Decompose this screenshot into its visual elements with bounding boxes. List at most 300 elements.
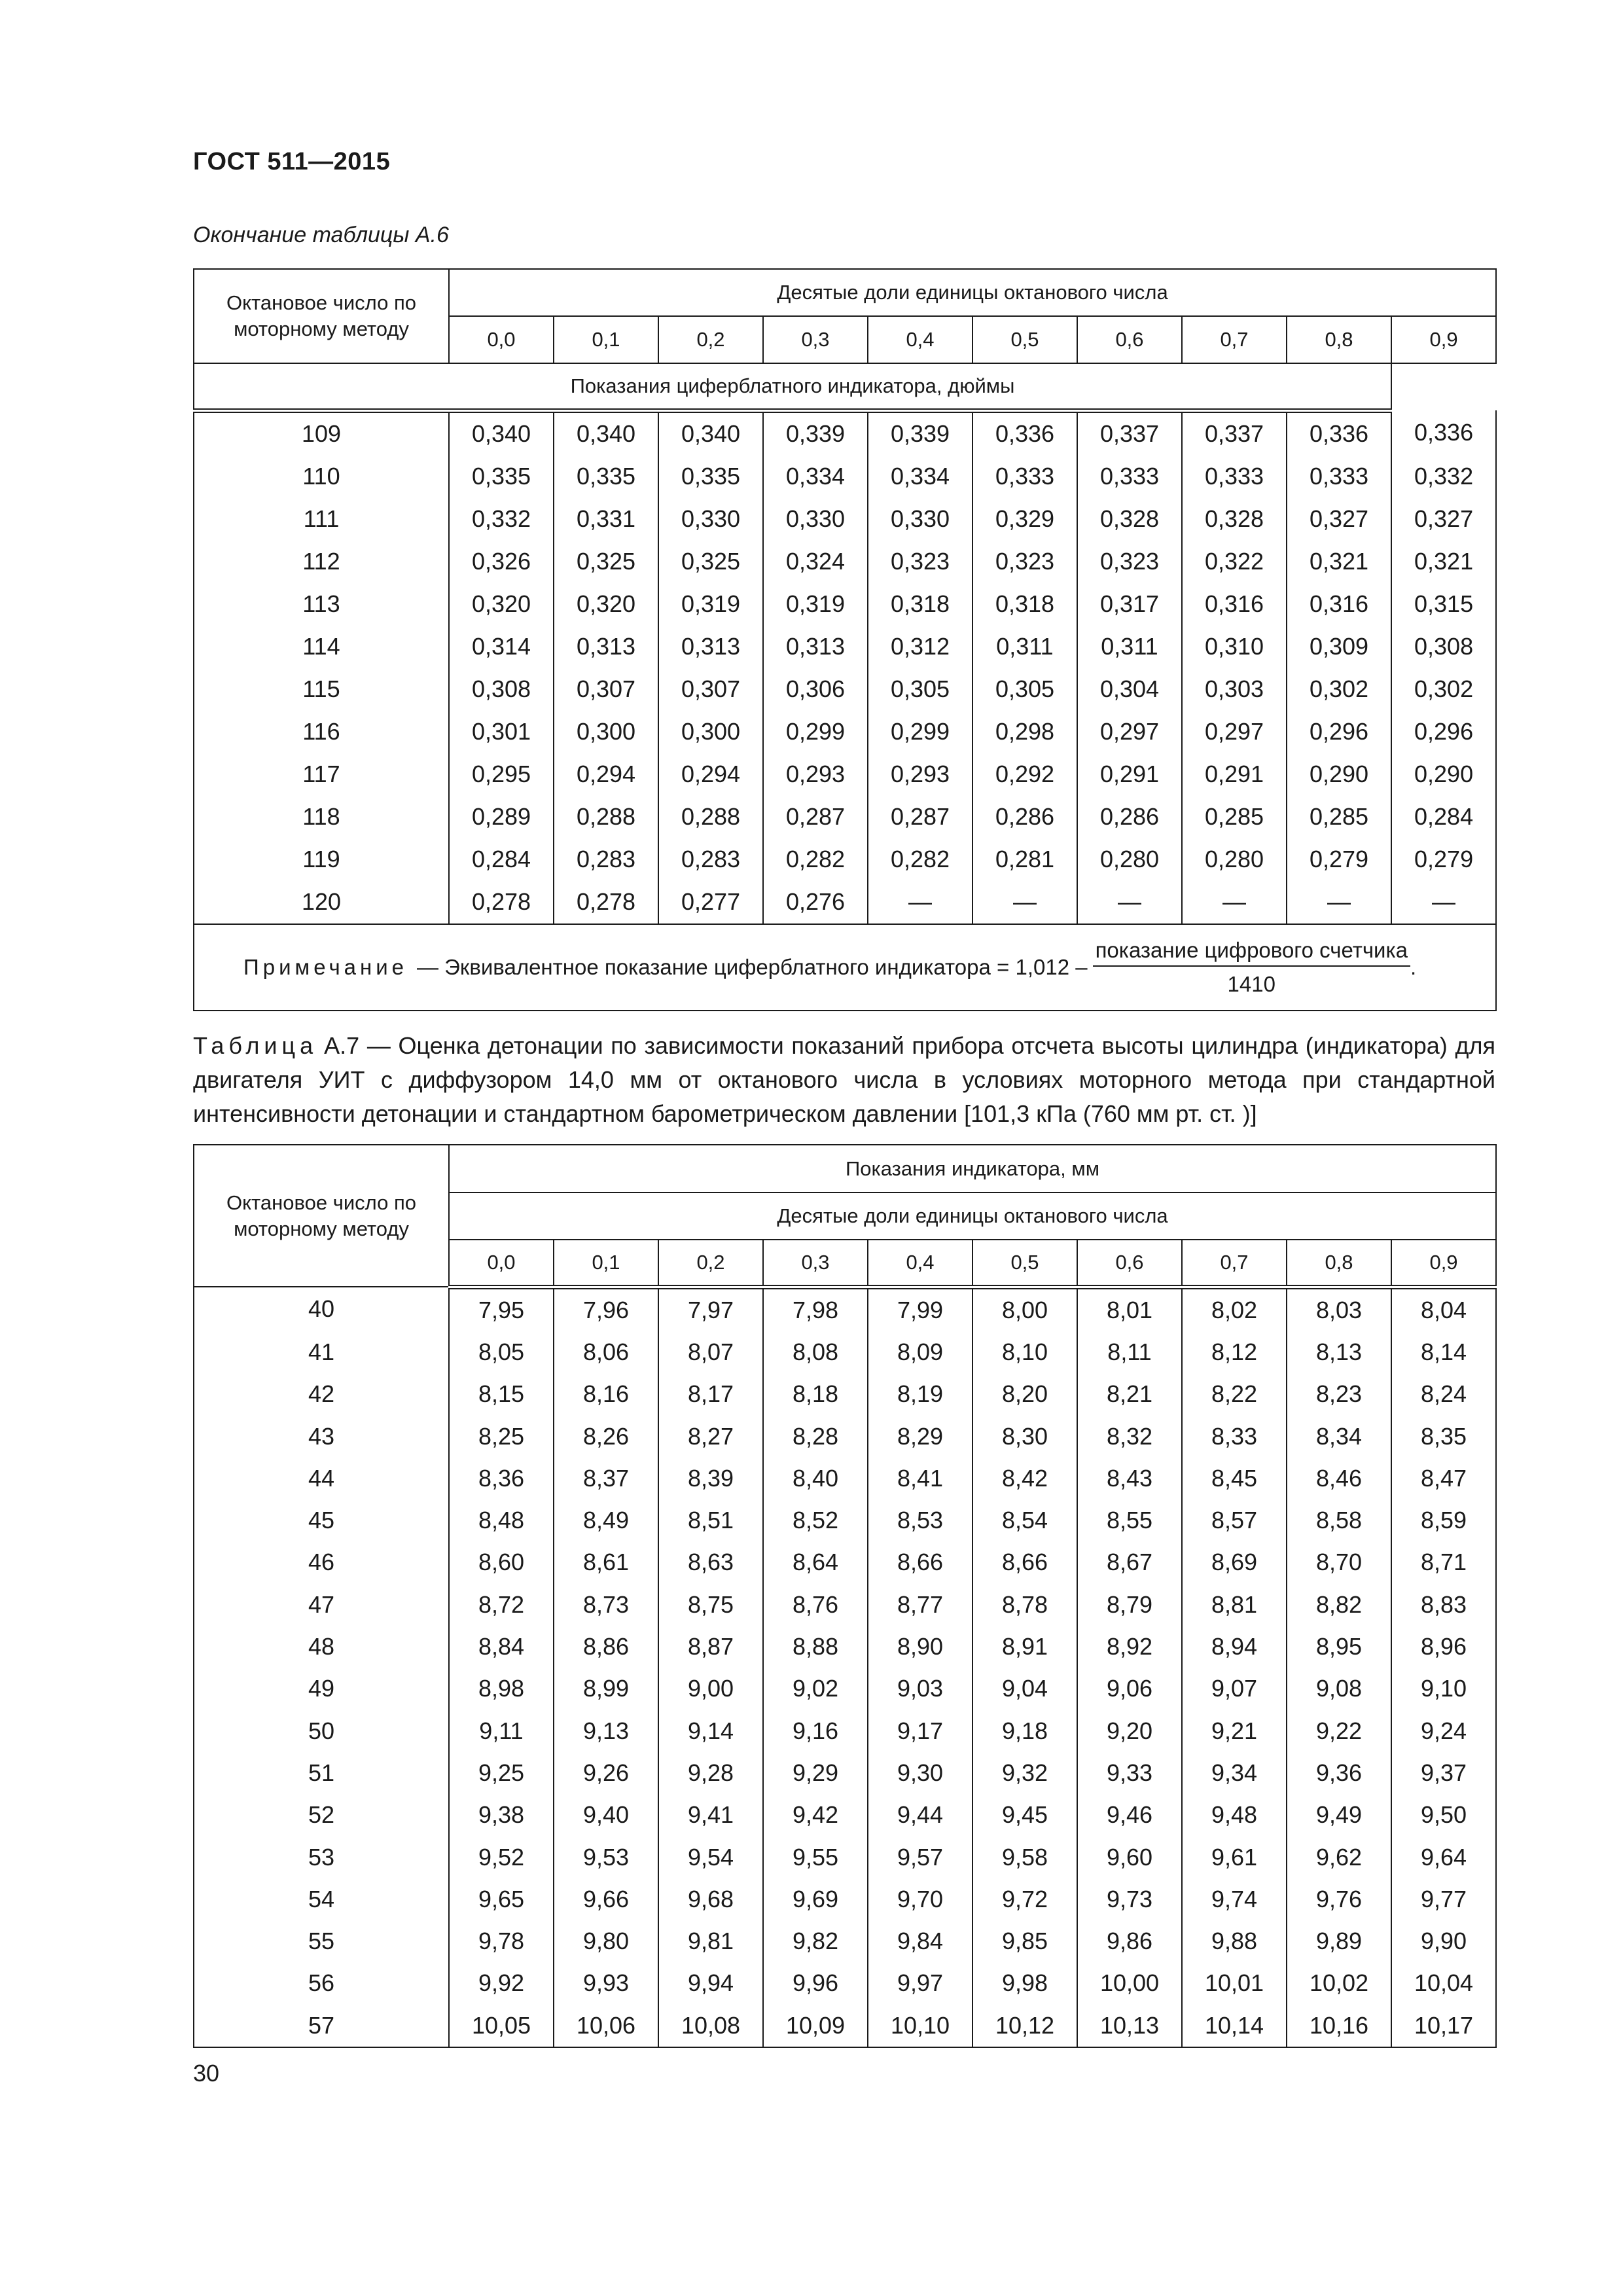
value-cell: 10,13 <box>1077 2005 1182 2047</box>
table-row <box>194 1331 1496 1373</box>
value-cell: 9,64 <box>1391 1836 1496 1878</box>
value-cell: 9,17 <box>868 1710 972 1751</box>
value-cell: 0,302 <box>1287 668 1391 711</box>
value-cell: 9,16 <box>763 1710 868 1751</box>
value-cell: 0,292 <box>972 753 1077 796</box>
value-cell: 0,279 <box>1391 838 1496 881</box>
value-cell: 0,321 <box>1391 541 1496 583</box>
table-a6-body <box>194 410 1496 924</box>
octane-number-cell: 109 <box>194 410 449 456</box>
decimal-column-header: 0,9 <box>1391 1240 1496 1287</box>
value-cell: 0,300 <box>658 711 763 753</box>
table-a7-caption-text: А.7 — Оценка детонации по зависимости показаний прибора отсчета высоты цилиндра (индикатора) для двигателя УИТ с диффузором 14,0 мм от октанового числа в условиях моторного метода при стандартной интенсивности детонации и стандартном барометрическом давлении [101,3 кПа (760 мм рт. ст. )] <box>193 1032 1495 1127</box>
value-cell: 0,302 <box>1391 668 1496 711</box>
value-cell: 0,340 <box>554 410 658 456</box>
octane-number-cell: 41 <box>194 1331 449 1373</box>
value-cell: 0,309 <box>1287 626 1391 668</box>
table-row <box>194 1920 1496 1962</box>
value-cell: 0,313 <box>763 626 868 668</box>
value-cell: 8,42 <box>972 1458 1077 1499</box>
value-cell: 8,91 <box>972 1626 1077 1668</box>
value-cell: 9,22 <box>1287 1710 1391 1751</box>
value-cell: 0,296 <box>1287 711 1391 753</box>
value-cell: 0,288 <box>658 796 763 838</box>
table-row <box>194 1668 1496 1710</box>
value-cell: 8,30 <box>972 1415 1077 1457</box>
value-cell: 0,305 <box>868 668 972 711</box>
table-row <box>194 1752 1496 1794</box>
value-cell: 8,39 <box>658 1458 763 1499</box>
table-row <box>194 753 1496 796</box>
value-cell: 0,335 <box>554 456 658 498</box>
value-cell: 9,13 <box>554 1710 658 1751</box>
value-cell: 9,08 <box>1287 1668 1391 1710</box>
value-cell: 0,276 <box>763 881 868 924</box>
value-cell: 0,307 <box>554 668 658 711</box>
value-cell: 0,308 <box>449 668 554 711</box>
table-a6 <box>193 268 1497 1011</box>
value-cell: 8,33 <box>1182 1415 1287 1457</box>
note-label: Примечание <box>243 954 408 979</box>
value-cell: 9,72 <box>972 1878 1077 1920</box>
value-cell: 8,96 <box>1391 1626 1496 1668</box>
value-cell: 8,12 <box>1182 1331 1287 1373</box>
decimal-column-header: 0,3 <box>763 1240 868 1287</box>
value-cell: 8,54 <box>972 1499 1077 1541</box>
value-cell: 9,81 <box>658 1920 763 1962</box>
value-cell: 0,277 <box>658 881 763 924</box>
value-cell: 0,284 <box>449 838 554 881</box>
value-cell: 8,09 <box>868 1331 972 1373</box>
value-cell: 7,96 <box>554 1287 658 1331</box>
value-cell: 0,323 <box>1077 541 1182 583</box>
value-cell: 0,323 <box>972 541 1077 583</box>
octane-number-cell: 43 <box>194 1415 449 1457</box>
value-cell: 10,04 <box>1391 1962 1496 2004</box>
value-cell: 9,57 <box>868 1836 972 1878</box>
value-cell: 0,311 <box>1077 626 1182 668</box>
value-cell: 0,303 <box>1182 668 1287 711</box>
note-formula-text: — Эквивалентное показание циферблатного индикатора = 1,012 – <box>417 954 1088 979</box>
octane-number-cell: 118 <box>194 796 449 838</box>
table-row <box>194 1584 1496 1626</box>
table-a7-caption-label: Таблица <box>193 1032 318 1059</box>
value-cell: 8,71 <box>1391 1541 1496 1583</box>
value-cell: 8,20 <box>972 1373 1077 1415</box>
table-row <box>194 881 1496 924</box>
value-cell: 9,92 <box>449 1962 554 2004</box>
value-cell: 8,77 <box>868 1584 972 1626</box>
decimal-column-header: 0,6 <box>1077 1240 1182 1287</box>
value-cell: 8,02 <box>1182 1287 1287 1331</box>
value-cell: 8,24 <box>1391 1373 1496 1415</box>
value-cell: 0,336 <box>972 410 1077 456</box>
table-a7 <box>193 1144 1497 2048</box>
value-cell: 9,41 <box>658 1794 763 1836</box>
value-cell: 9,90 <box>1391 1920 1496 1962</box>
value-cell: 7,98 <box>763 1287 868 1331</box>
value-cell: 0,330 <box>868 498 972 541</box>
value-cell: 0,314 <box>449 626 554 668</box>
value-cell: 8,48 <box>449 1499 554 1541</box>
value-cell: 8,66 <box>972 1541 1077 1583</box>
value-cell: 0,331 <box>554 498 658 541</box>
value-cell: 8,78 <box>972 1584 1077 1626</box>
value-cell: 9,78 <box>449 1920 554 1962</box>
value-cell: 9,07 <box>1182 1668 1287 1710</box>
value-cell: 9,42 <box>763 1794 868 1836</box>
value-cell: 0,333 <box>1287 456 1391 498</box>
table-row <box>194 838 1496 881</box>
value-cell: 9,30 <box>868 1752 972 1794</box>
value-cell: 8,13 <box>1287 1331 1391 1373</box>
value-cell: 9,06 <box>1077 1668 1182 1710</box>
value-cell: 8,59 <box>1391 1499 1496 1541</box>
decimal-column-header: 0,9 <box>1391 316 1496 363</box>
value-cell: 0,325 <box>554 541 658 583</box>
value-cell: 9,49 <box>1287 1794 1391 1836</box>
value-cell: 8,75 <box>658 1584 763 1626</box>
value-cell: 0,285 <box>1182 796 1287 838</box>
value-cell: 9,10 <box>1391 1668 1496 1710</box>
value-cell: 0,340 <box>658 410 763 456</box>
value-cell: 8,11 <box>1077 1331 1182 1373</box>
value-cell: 0,325 <box>658 541 763 583</box>
value-cell: 0,283 <box>658 838 763 881</box>
document-header: ГОСТ 511—2015 <box>193 148 391 175</box>
octane-number-cell: 44 <box>194 1458 449 1499</box>
value-cell: 8,36 <box>449 1458 554 1499</box>
table-continuation-caption: Окончание таблицы А.6 <box>193 223 449 247</box>
value-cell: 10,06 <box>554 2005 658 2047</box>
value-cell: 8,15 <box>449 1373 554 1415</box>
value-cell: 8,63 <box>658 1541 763 1583</box>
value-cell: 0,312 <box>868 626 972 668</box>
value-cell: 0,330 <box>763 498 868 541</box>
value-cell: 8,92 <box>1077 1626 1182 1668</box>
value-cell: 10,05 <box>449 2005 554 2047</box>
value-cell: 0,287 <box>868 796 972 838</box>
value-cell: 10,08 <box>658 2005 763 2047</box>
value-cell: 9,93 <box>554 1962 658 2004</box>
octane-number-cell: 46 <box>194 1541 449 1583</box>
value-cell: 8,79 <box>1077 1584 1182 1626</box>
octane-number-cell: 119 <box>194 838 449 881</box>
decimal-column-header: 0,5 <box>972 316 1077 363</box>
value-cell: 0,296 <box>1391 711 1496 753</box>
octane-number-cell: 57 <box>194 2005 449 2047</box>
value-cell: 9,45 <box>972 1794 1077 1836</box>
value-cell: 9,66 <box>554 1878 658 1920</box>
table-row <box>194 498 1496 541</box>
value-cell: 0,290 <box>1287 753 1391 796</box>
value-cell: 8,14 <box>1391 1331 1496 1373</box>
value-cell: 8,01 <box>1077 1287 1182 1331</box>
value-cell: 0,315 <box>1391 583 1496 626</box>
value-cell: 8,43 <box>1077 1458 1182 1499</box>
table-row <box>194 410 1496 456</box>
table-row <box>194 2005 1496 2047</box>
value-cell: 8,81 <box>1182 1584 1287 1626</box>
decimal-column-header: 0,1 <box>554 316 658 363</box>
decimal-column-header: 0,5 <box>972 1240 1077 1287</box>
decimal-column-header: 0,8 <box>1287 316 1391 363</box>
octane-number-header: Октановое число по моторному методу <box>194 269 449 363</box>
decimal-column-header: 0,3 <box>763 316 868 363</box>
value-cell: 0,336 <box>1287 410 1391 456</box>
table-row <box>194 626 1496 668</box>
value-cell: 8,55 <box>1077 1499 1182 1541</box>
value-cell: 8,35 <box>1391 1415 1496 1457</box>
table-row <box>194 1626 1496 1668</box>
value-cell: 8,29 <box>868 1415 972 1457</box>
value-cell: 0,316 <box>1287 583 1391 626</box>
value-cell: 0,324 <box>763 541 868 583</box>
value-cell: 9,46 <box>1077 1794 1182 1836</box>
value-cell: 0,282 <box>868 838 972 881</box>
value-cell: 8,26 <box>554 1415 658 1457</box>
value-cell: 0,329 <box>972 498 1077 541</box>
value-cell: 9,96 <box>763 1962 868 2004</box>
table-row <box>194 1962 1496 2004</box>
octane-number-cell: 114 <box>194 626 449 668</box>
value-cell: 0,286 <box>972 796 1077 838</box>
value-cell: 0,299 <box>763 711 868 753</box>
value-cell: 9,44 <box>868 1794 972 1836</box>
decimal-fraction-header: Десятые доли единицы октанового числа <box>449 269 1496 316</box>
value-cell: 8,45 <box>1182 1458 1287 1499</box>
value-cell: 8,66 <box>868 1541 972 1583</box>
value-cell: 0,326 <box>449 541 554 583</box>
octane-number-cell: 53 <box>194 1836 449 1878</box>
value-cell: 0,298 <box>972 711 1077 753</box>
value-cell: 9,18 <box>972 1710 1077 1751</box>
value-cell: 10,17 <box>1391 2005 1496 2047</box>
value-cell: 0,333 <box>1077 456 1182 498</box>
value-cell: 8,90 <box>868 1626 972 1668</box>
octane-number-cell: 40 <box>194 1287 449 1331</box>
table-row <box>194 1458 1496 1499</box>
value-cell: — <box>868 881 972 924</box>
octane-number-cell: 55 <box>194 1920 449 1962</box>
table-a7-caption <box>193 1029 1495 1131</box>
value-cell: 0,319 <box>763 583 868 626</box>
value-cell: 8,37 <box>554 1458 658 1499</box>
value-cell: 8,98 <box>449 1668 554 1710</box>
page-number: 30 <box>193 2060 220 2087</box>
value-cell: 9,48 <box>1182 1794 1287 1836</box>
value-cell: 7,95 <box>449 1287 554 1331</box>
value-cell: 9,52 <box>449 1836 554 1878</box>
value-cell: 8,83 <box>1391 1584 1496 1626</box>
value-cell: — <box>1182 881 1287 924</box>
value-cell: 9,02 <box>763 1668 868 1710</box>
value-cell: 8,76 <box>763 1584 868 1626</box>
value-cell: 9,86 <box>1077 1920 1182 1962</box>
value-cell: 9,68 <box>658 1878 763 1920</box>
value-cell: 8,72 <box>449 1584 554 1626</box>
units-header: Показания индикатора, мм <box>449 1145 1496 1193</box>
value-cell: 0,299 <box>868 711 972 753</box>
value-cell: 0,316 <box>1182 583 1287 626</box>
value-cell: — <box>972 881 1077 924</box>
value-cell: 0,291 <box>1077 753 1182 796</box>
value-cell: 0,300 <box>554 711 658 753</box>
value-cell: 0,294 <box>554 753 658 796</box>
value-cell: 9,76 <box>1287 1878 1391 1920</box>
value-cell: 0,321 <box>1287 541 1391 583</box>
value-cell: 9,73 <box>1077 1878 1182 1920</box>
value-cell: 9,97 <box>868 1962 972 2004</box>
value-cell: 0,294 <box>658 753 763 796</box>
value-cell: 9,34 <box>1182 1752 1287 1794</box>
octane-number-cell: 45 <box>194 1499 449 1541</box>
value-cell: 9,69 <box>763 1878 868 1920</box>
value-cell: 8,25 <box>449 1415 554 1457</box>
value-cell: 8,60 <box>449 1541 554 1583</box>
value-cell: 0,330 <box>658 498 763 541</box>
value-cell: 9,62 <box>1287 1836 1391 1878</box>
value-cell: 0,334 <box>763 456 868 498</box>
value-cell: 8,19 <box>868 1373 972 1415</box>
octane-number-cell: 117 <box>194 753 449 796</box>
value-cell: 0,317 <box>1077 583 1182 626</box>
value-cell: 9,11 <box>449 1710 554 1751</box>
value-cell: 0,333 <box>1182 456 1287 498</box>
value-cell: 10,12 <box>972 2005 1077 2047</box>
table-row <box>194 1287 1496 1331</box>
value-cell: 8,34 <box>1287 1415 1391 1457</box>
value-cell: 9,54 <box>658 1836 763 1878</box>
value-cell: 8,69 <box>1182 1541 1287 1583</box>
value-cell: 9,33 <box>1077 1752 1182 1794</box>
value-cell: 8,86 <box>554 1626 658 1668</box>
value-cell: 0,323 <box>868 541 972 583</box>
value-cell: 9,03 <box>868 1668 972 1710</box>
value-cell: 9,61 <box>1182 1836 1287 1878</box>
table-row <box>194 1541 1496 1583</box>
octane-number-cell: 113 <box>194 583 449 626</box>
table-row <box>194 541 1496 583</box>
value-cell: 10,10 <box>868 2005 972 2047</box>
value-cell: 9,00 <box>658 1668 763 1710</box>
value-cell: 0,334 <box>868 456 972 498</box>
value-cell: 7,97 <box>658 1287 763 1331</box>
value-cell: 8,32 <box>1077 1415 1182 1457</box>
value-cell: 0,319 <box>658 583 763 626</box>
value-cell: 0,287 <box>763 796 868 838</box>
table-row <box>194 456 1496 498</box>
value-cell: 0,336 <box>1391 410 1496 456</box>
value-cell: 8,05 <box>449 1331 554 1373</box>
value-cell: 8,07 <box>658 1331 763 1373</box>
value-cell: 8,03 <box>1287 1287 1391 1331</box>
value-cell: 8,49 <box>554 1499 658 1541</box>
value-cell: 8,64 <box>763 1541 868 1583</box>
decimal-column-header: 0,7 <box>1182 1240 1287 1287</box>
value-cell: 0,297 <box>1182 711 1287 753</box>
value-cell: 8,73 <box>554 1584 658 1626</box>
fraction-denominator: 1410 <box>1227 971 1275 996</box>
value-cell: 0,327 <box>1391 498 1496 541</box>
decimal-column-header: 0,1 <box>554 1240 658 1287</box>
value-cell: 8,10 <box>972 1331 1077 1373</box>
table-row <box>194 1710 1496 1751</box>
decimal-fraction-header: Десятые доли единицы октанового числа <box>449 1193 1496 1240</box>
value-cell: 9,82 <box>763 1920 868 1962</box>
value-cell: 0,284 <box>1391 796 1496 838</box>
value-cell: 8,51 <box>658 1499 763 1541</box>
value-cell: 10,14 <box>1182 2005 1287 2047</box>
value-cell: 8,67 <box>1077 1541 1182 1583</box>
value-cell: 0,320 <box>449 583 554 626</box>
value-cell: 8,87 <box>658 1626 763 1668</box>
value-cell: 8,53 <box>868 1499 972 1541</box>
value-cell: 7,99 <box>868 1287 972 1331</box>
octane-number-header: Октановое число по моторному методу <box>194 1145 449 1287</box>
value-cell: 0,318 <box>972 583 1077 626</box>
value-cell: 0,340 <box>449 410 554 456</box>
value-cell: 9,32 <box>972 1752 1077 1794</box>
value-cell: — <box>1287 881 1391 924</box>
value-cell: 0,282 <box>763 838 868 881</box>
value-cell: 8,08 <box>763 1331 868 1373</box>
decimal-column-header: 0,4 <box>868 316 972 363</box>
value-cell: 8,23 <box>1287 1373 1391 1415</box>
value-cell: 9,36 <box>1287 1752 1391 1794</box>
value-cell: 8,16 <box>554 1373 658 1415</box>
table-row <box>194 1499 1496 1541</box>
value-cell: 9,04 <box>972 1668 1077 1710</box>
value-cell: 0,313 <box>554 626 658 668</box>
value-cell: 9,25 <box>449 1752 554 1794</box>
table-row <box>194 711 1496 753</box>
value-cell: 0,328 <box>1077 498 1182 541</box>
value-cell: 9,77 <box>1391 1878 1496 1920</box>
value-cell: 0,318 <box>868 583 972 626</box>
value-cell: 8,41 <box>868 1458 972 1499</box>
value-cell: 9,94 <box>658 1962 763 2004</box>
value-cell: 0,308 <box>1391 626 1496 668</box>
octane-number-cell: 42 <box>194 1373 449 1415</box>
value-cell: 8,57 <box>1182 1499 1287 1541</box>
value-cell: 0,339 <box>868 410 972 456</box>
decimal-column-header: 0,2 <box>658 1240 763 1287</box>
value-cell: — <box>1391 881 1496 924</box>
value-cell: 8,00 <box>972 1287 1077 1331</box>
value-cell: 0,332 <box>449 498 554 541</box>
octane-number-cell: 115 <box>194 668 449 711</box>
value-cell: 0,293 <box>868 753 972 796</box>
value-cell: 8,70 <box>1287 1541 1391 1583</box>
value-cell: 9,85 <box>972 1920 1077 1962</box>
value-cell: 9,53 <box>554 1836 658 1878</box>
value-cell: 9,20 <box>1077 1710 1182 1751</box>
octane-number-cell: 110 <box>194 456 449 498</box>
value-cell: 0,278 <box>554 881 658 924</box>
value-cell: 0,285 <box>1287 796 1391 838</box>
value-cell: 0,279 <box>1287 838 1391 881</box>
value-cell: 0,278 <box>449 881 554 924</box>
fraction-numerator: показание цифрового счетчика <box>1093 938 1410 967</box>
units-header: Показания циферблатного индикатора, дюймы <box>194 363 1391 410</box>
octane-number-cell: 120 <box>194 881 449 924</box>
value-cell: 0,320 <box>554 583 658 626</box>
decimal-column-header: 0,8 <box>1287 1240 1391 1287</box>
value-cell: 8,40 <box>763 1458 868 1499</box>
octane-number-cell: 48 <box>194 1626 449 1668</box>
value-cell: 9,29 <box>763 1752 868 1794</box>
